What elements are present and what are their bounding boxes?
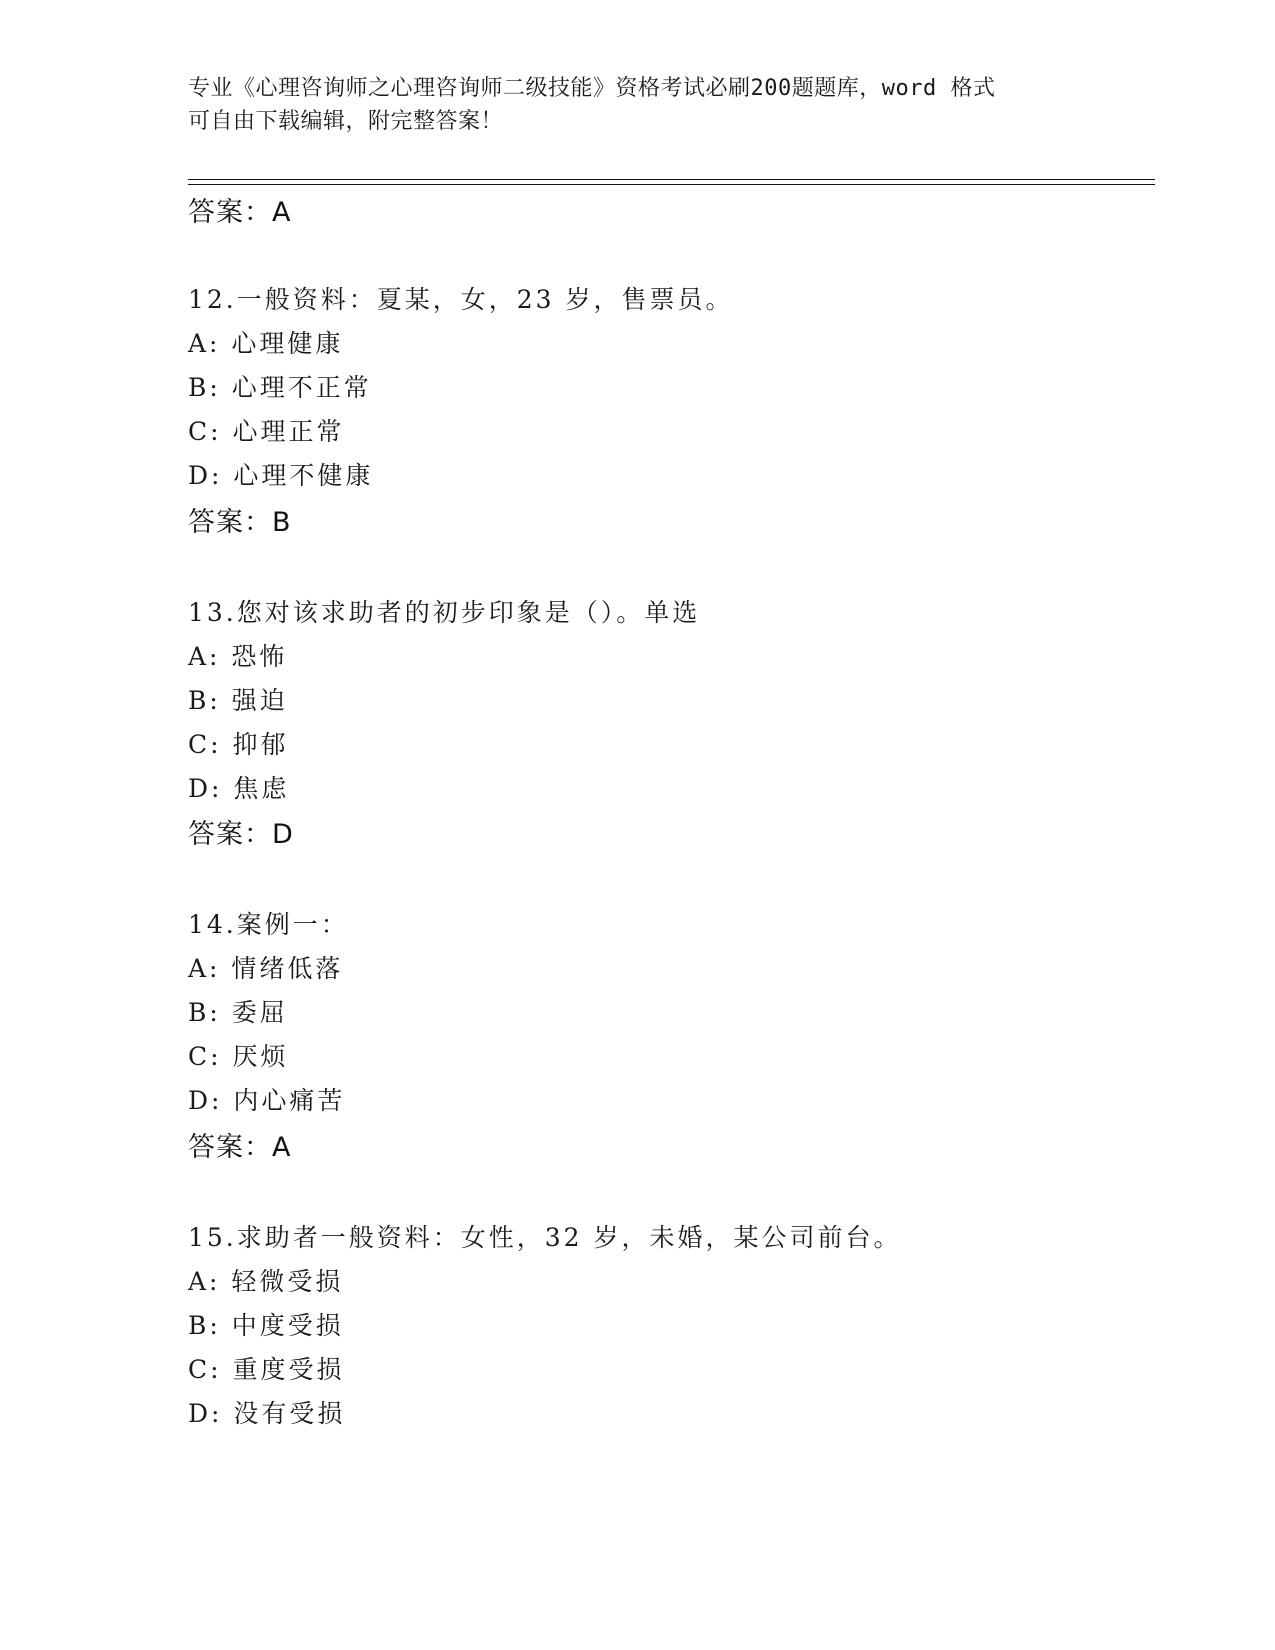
header-divider-bottom [188,184,1155,185]
option-a: A: 情绪低落 [188,954,344,983]
answer-14: 答案：A [188,1132,292,1163]
option-d: D: 没有受损 [188,1399,346,1428]
option-a: A: 轻微受损 [188,1267,344,1296]
header-line-2: 可自由下载编辑，附完整答案！ [188,109,504,134]
question-stem-12: 12.一般资料：夏某，女，23 岁，售票员。 [188,285,734,314]
answer-13: 答案：D [188,819,294,850]
option-d: D: 心理不健康 [188,461,374,490]
option-a: A: 心理健康 [188,329,344,358]
previous-answer: 答案：A [188,197,292,228]
question-stem-14: 14.案例一： [188,910,349,939]
option-c: C: 心理正常 [188,417,345,446]
option-c: C: 抑郁 [188,730,289,759]
option-c: C: 厌烦 [188,1042,289,1071]
answer-12: 答案：B [188,507,292,538]
option-a: A: 恐怖 [188,642,288,671]
option-d: D: 焦虑 [188,774,290,803]
option-c: C: 重度受损 [188,1355,345,1384]
option-b: B: 委屈 [188,998,288,1027]
header-line-1: 专业《心理咨询师之心理咨询师二级技能》资格考试必刷200题题库，word 格式 [188,76,996,101]
question-stem-13: 13.您对该求助者的初步印象是（）。单选 [188,598,701,627]
question-stem-15: 15.求助者一般资料：女性，32 岁，未婚，某公司前台。 [188,1223,902,1252]
option-d: D: 内心痛苦 [188,1086,346,1115]
option-b: B: 心理不正常 [188,373,372,402]
option-b: B: 强迫 [188,686,288,715]
header-note [188,72,1088,138]
option-b: B: 中度受损 [188,1311,344,1340]
header-divider-top [188,179,1155,180]
